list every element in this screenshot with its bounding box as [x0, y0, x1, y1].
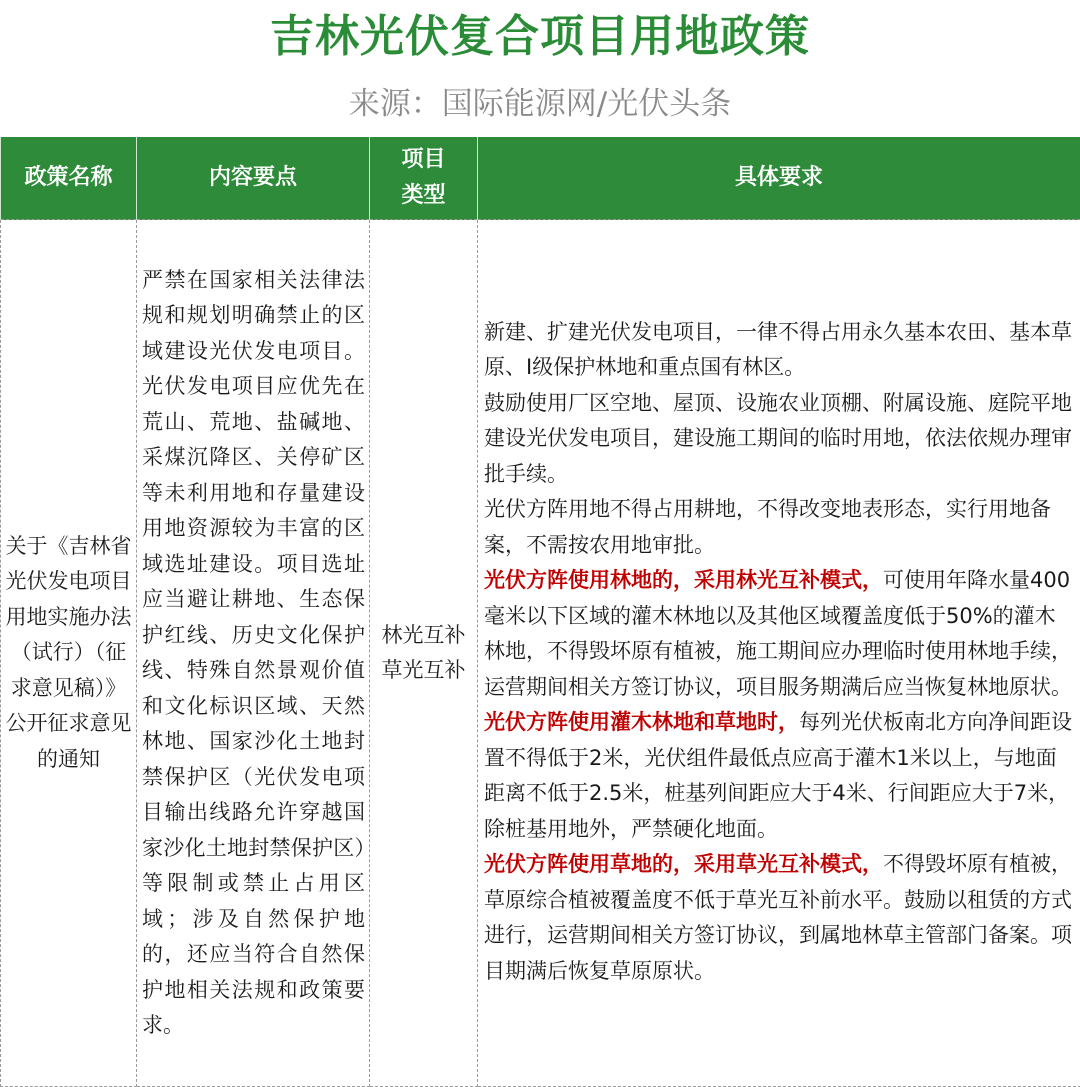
requirement-text: 光伏方阵用地不得占用耕地，不得改变地表形态，实行用地备案，不需按农用地审批。 [484, 497, 1051, 557]
requirement-highlight: 光伏方阵使用林地的，采用林光互补模式， [484, 568, 883, 593]
requirement-item [484, 847, 1074, 989]
table-row [1, 220, 1080, 1087]
project-type-grass: 草光互补 [381, 658, 466, 682]
requirement-item [484, 315, 1074, 386]
requirement-item [484, 492, 1074, 563]
table-header-row [1, 137, 1080, 220]
requirement-item [484, 386, 1074, 493]
requirement-text: 每列光伏板南北方向净间距设置不得低于2米，光伏组件最低点应高于灌木1米以上，与地面距离不低于2.5米，桩基列间距应大于4米、行间距应大于7米，除桩基用地外，严禁硬化地面。 [484, 710, 1072, 841]
column-header-project-type-line2: 类型 [401, 183, 446, 208]
requirement-item [484, 563, 1074, 705]
requirement-text: 新建、扩建光伏发电项目，一律不得占用永久基本农田、基本草原、Ⅰ级保护林地和重点国有林区。 [484, 319, 1072, 380]
requirement-text: 不得毁坏原有植被，草原综合植被覆盖度不低于草光互补前水平。鼓励以租赁的方式进行，运营期间相关方签订协议，到属地林草主管部门备案。项目期满后恢复草原原状。 [484, 852, 1072, 983]
cell-policy-name: 关于《吉林省光伏发电项目用地实施办法（试行）（征求意见稿）》公开征求意见的通知 [1, 220, 137, 1087]
requirement-text: 可使用年降水量400毫米以下区域的灌木林地以及其他区域覆盖度低于50%的灌木林地，不得毁坏原有植被，施工期间应办理临时使用林地手续，运营期间相关方签订协议，项目服务期满后应当恢复林地原状。 [484, 568, 1072, 699]
column-header-key-points: 内容要点 [137, 137, 370, 220]
cell-key-points: 严禁在国家相关法律法规和规划明确禁止的区域建设光伏发电项目。光伏发电项目应优先在荒山、荒地、盐碱地、采煤沉降区、关停矿区等未利用地和存量建设用地资源较为丰富的区域选址建设。项目选址应当避让耕地、生态保护红线、历史文化保护线、特殊自然景观价值和文化标识区域、天然林地、国家沙化土地封禁保护区（光伏发电项目输出线路允许穿越国家沙化土地封禁保护区）等限制或禁止占用区域；涉及自然保护地的，还应当符合自然保护地相关法规和政策要求。 [137, 220, 370, 1087]
column-header-project-type [370, 137, 478, 220]
column-header-requirements: 具体要求 [478, 137, 1080, 220]
policy-table [0, 137, 1080, 1087]
page-title: 吉林光伏复合项目用地政策 [270, 11, 810, 62]
column-header-project-type-line1: 项目 [401, 147, 446, 172]
requirement-text: 鼓励使用厂区空地、屋顶、设施农业顶棚、附属设施、庭院平地建设光伏发电项目，建设施工期间的临时用地，依法依规办理审批手续。 [484, 390, 1072, 486]
project-type-forest: 林光互补 [381, 622, 466, 647]
column-header-policy-name: 政策名称 [1, 137, 137, 220]
requirement-highlight: 光伏方阵使用草地的，采用草光互补模式， [484, 852, 883, 877]
requirement-item [484, 705, 1074, 847]
cell-requirements [478, 220, 1080, 1087]
source-line: 来源：国际能源网/光伏头条 [348, 86, 732, 122]
cell-project-type [370, 220, 478, 1087]
requirement-highlight: 光伏方阵使用灌木林地和草地时， [484, 710, 799, 735]
